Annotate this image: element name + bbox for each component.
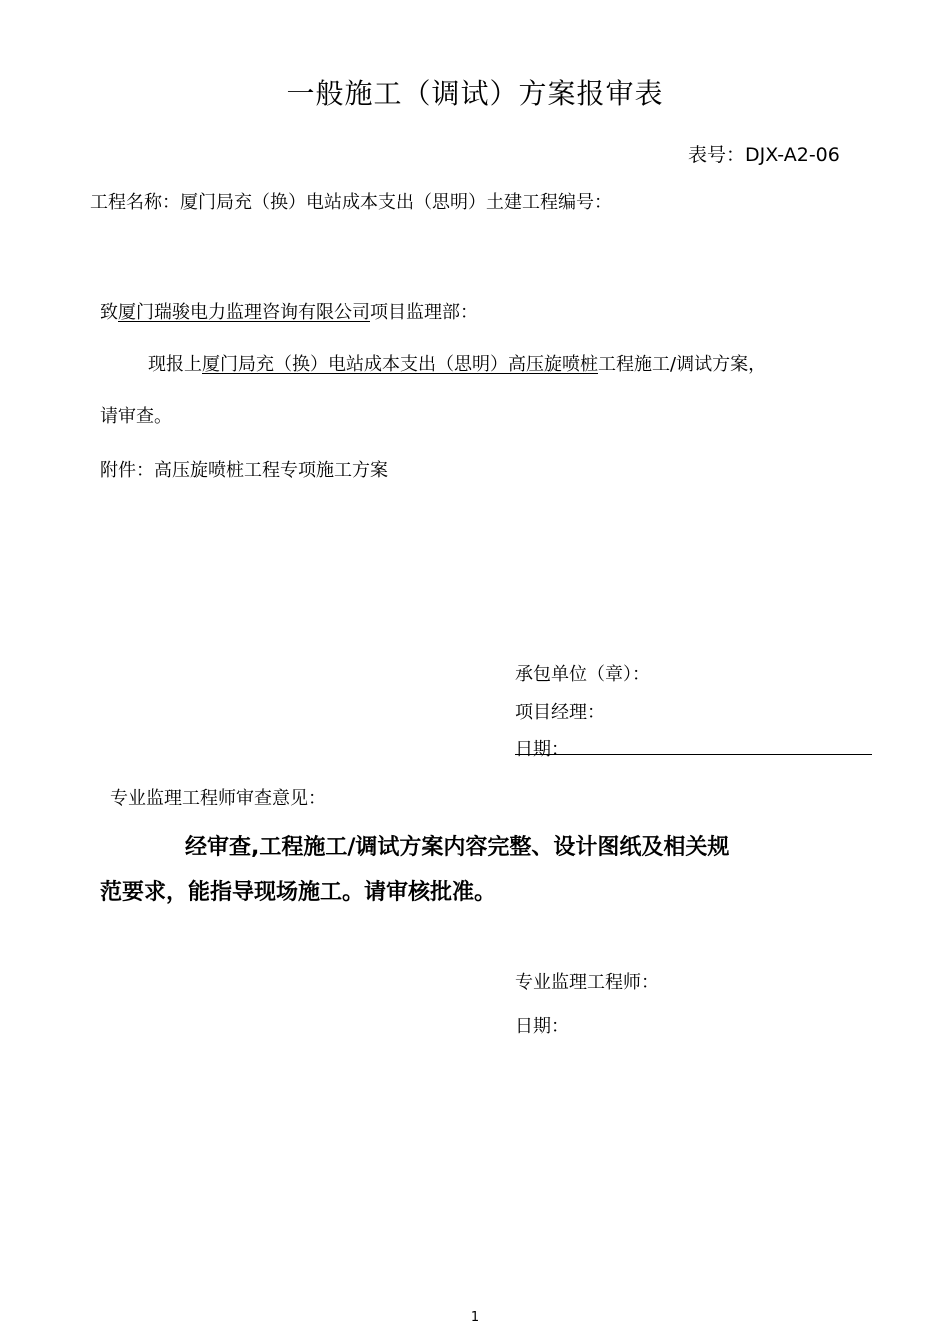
project-name: 厦门局充（换）电站成本支出（思明）土建工程 [180,192,558,213]
addressee-prefix: 致 [100,302,118,323]
submit-suffix: 工程施工/调试方案， [598,354,767,375]
date-underline [515,754,872,755]
addressee-company: 厦门瑞骏电力监理咨询有限公司 [118,302,370,323]
engineer-label: 专业监理工程师： [515,972,659,993]
submit-project: 厦门局充（换）电站成本支出（思明）高压旋喷桩 [202,354,598,375]
review-label: 专业监理工程师审查意见： [110,788,326,809]
submission-line [148,350,766,376]
form-number: 表号：DJX-A2-06 [688,144,840,166]
project-label: 工程名称： [90,192,180,213]
review-opinion-line-2: 范要求，能指导现场施工。请审核批准。 [100,880,497,905]
addressee-line [100,298,478,324]
submission-line-2: 请审查。 [100,406,172,427]
attachment: 附件：高压旋喷桩工程专项施工方案 [100,460,388,481]
engineer-date-label: 日期： [515,1016,569,1037]
project-name-line [90,188,612,214]
submit-prefix: 现报上 [148,354,202,375]
document-title: 一般施工（调试）方案报审表 [286,77,664,110]
page-number: 1 [470,1310,480,1325]
contractor-unit-label: 承包单位（章）： [515,664,650,685]
review-opinion-line-1: 经审查,工程施工/调试方案内容完整、设计图纸及相关规 [185,835,730,860]
addressee-suffix: 项目监理部： [370,302,478,323]
number-label: 编号： [558,192,612,213]
contractor-date-label: 日期： [515,739,569,760]
project-manager-label: 项目经理： [515,702,605,723]
